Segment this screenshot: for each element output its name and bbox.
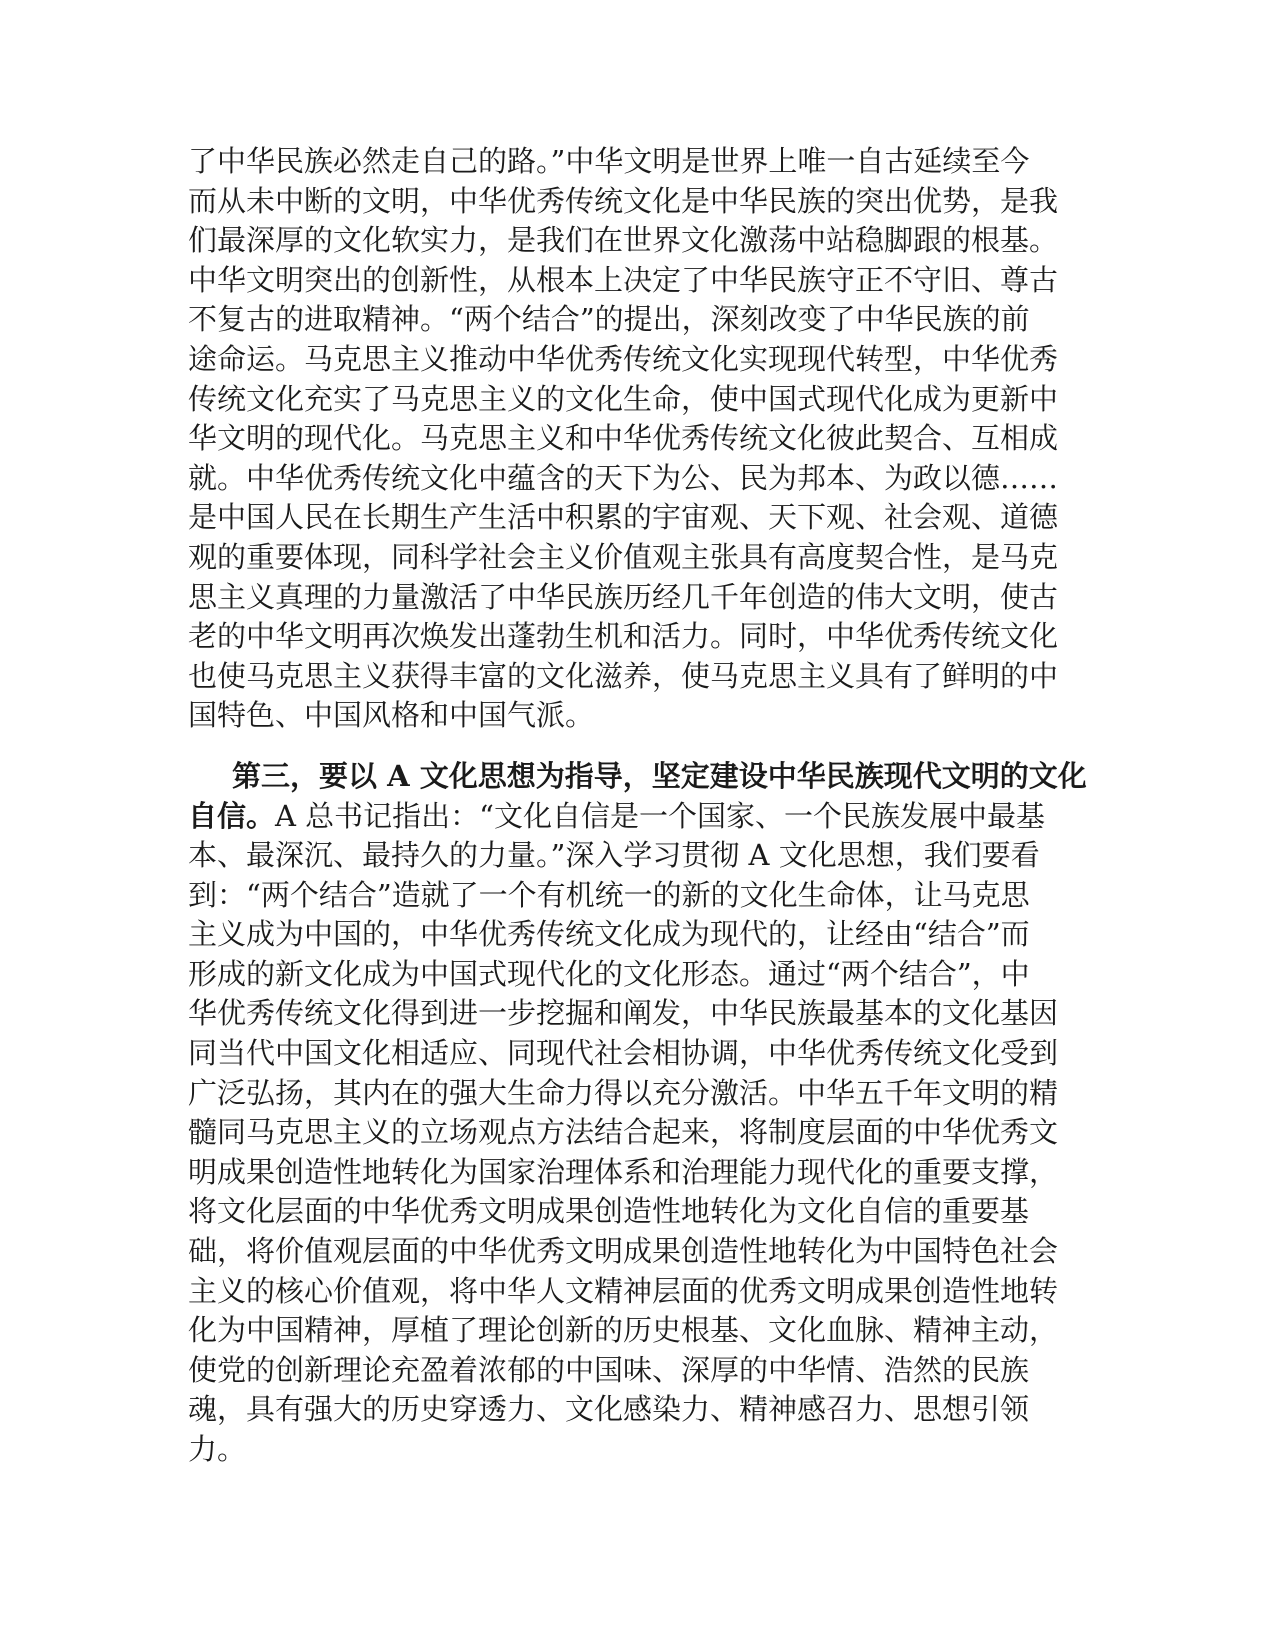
paragraph-1-line: 华文明的现代化。马克思主义和中华优秀传统文化彼此契合、互相成 [188,421,1059,456]
paragraph-1-line: 们最深厚的文化软实力，是我们在世界文化激荡中站稳脚跟的根基。 [188,223,1059,258]
paragraph-1-line: 也使马克思主义获得丰富的文化滋养，使马克思主义具有了鲜明的中 [188,658,1059,693]
paragraph-2-line: 华优秀传统文化得到进一步挖掘和阐发，中华民族最基本的文化基因 [188,996,1059,1031]
paragraph-2-line: 力。 [188,1432,247,1466]
paragraph-1-line: 就。中华优秀传统文化中蕴含的天下为公、民为邦本、为政以德…… [188,460,1059,495]
paragraph-2-line: 魂，具有强大的历史穿透力、文化感染力、精神感召力、思想引领 [188,1392,1030,1427]
paragraph-1-line: 不复古的进取精神。“两个结合”的提出，深刻改变了中华民族的前 [188,302,1030,337]
paragraph-2-line: A 总书记指出：“文化自信是一个国家、一个民族发展中最基 [275,798,1046,833]
paragraph-1-line: 途命运。马克思主义推动中华优秀传统文化实现现代转型，中华优秀 [188,341,1059,376]
paragraph-1-line: 观的重要体现，同科学社会主义价值观主张具有高度契合性，是马克 [188,539,1059,574]
paragraph-2-line: 主义成为中国的，中华优秀传统文化成为现代的，让经由“结合”而 [188,917,1030,952]
document-body [188,142,1087,1470]
paragraph-1-line: 中华文明突出的创新性，从根本上决定了中华民族守正不守旧、尊古 [188,262,1059,297]
paragraph-2-line: 主义的核心价值观，将中华人文精神层面的优秀文明成果创造性地转 [188,1273,1059,1308]
paragraph-2-line: 形成的新文化成为中国式现代化的文化形态。通过“两个结合”，中 [188,956,1030,991]
paragraph-2-heading-end: 自信。 [188,798,276,833]
paragraph-1-line: 国特色、中国风格和中国气派。 [188,698,595,733]
paragraph-1 [188,142,1078,736]
paragraph-2-line: 广泛弘扬，其内在的强大生命力得以充分激活。中华五千年文明的精 [188,1075,1059,1110]
paragraph-2-line: 使党的创新理论充盈着浓郁的中国味、深厚的中华情、浩然的民族 [188,1352,1030,1387]
paragraph-2-line: 明成果创造性地转化为国家治理体系和治理能力现代化的重要支撑， [188,1154,1059,1189]
paragraph-2-heading-continuation [188,797,1078,837]
paragraph-2-line: 同当代中国文化相适应、同现代社会相协调，中华优秀传统文化受到 [188,1036,1059,1071]
paragraph-2-line: 到：“两个结合”造就了一个有机统一的新的文化生命体，让马克思 [188,877,1030,912]
paragraph-2-line: 髓同马克思主义的立场观点方法结合起来，将制度层面的中华优秀文 [188,1115,1059,1150]
paragraph-1-line: 而从未中断的文明，中华优秀传统文化是中华民族的突出优势，是我 [188,183,1059,218]
paragraph-2-line: 础，将价值观层面的中华优秀文明成果创造性地转化为中国特色社会 [188,1234,1059,1269]
paragraph-1-line: 是中国人民在长期生产生活中积累的宇宙观、天下观、社会观、道德 [188,500,1059,535]
paragraph-2-line: 本、最深沉、最持久的力量。”深入学习贯彻 A 文化思想，我们要看 [188,838,1040,873]
paragraph-1-line: 传统文化充实了马克思主义的文化生命，使中国式现代化成为更新中 [188,381,1059,416]
paragraph-2-line: 化为中国精神，厚植了理论创新的历史根基、文化血脉、精神主动， [188,1313,1059,1348]
paragraph-2-heading: 第三，要以 A 文化思想为指导，坚定建设中华民族现代文明的文化 [232,758,1087,793]
paragraph-spacer [188,736,1078,757]
paragraph-2 [188,757,1087,1470]
paragraph-1-line: 了中华民族必然走自己的路。”中华文明是世界上唯一自古延续至今 [188,144,1030,178]
paragraph-2-line: 将文化层面的中华优秀文明成果创造性地转化为文化自信的重要基 [188,1194,1030,1229]
paragraph-1-line: 老的中华文明再次焕发出蓬勃生机和活力。同时，中华优秀传统文化 [188,619,1059,654]
paragraph-1-line: 思主义真理的力量激活了中华民族历经几千年创造的伟大文明，使古 [188,579,1059,614]
